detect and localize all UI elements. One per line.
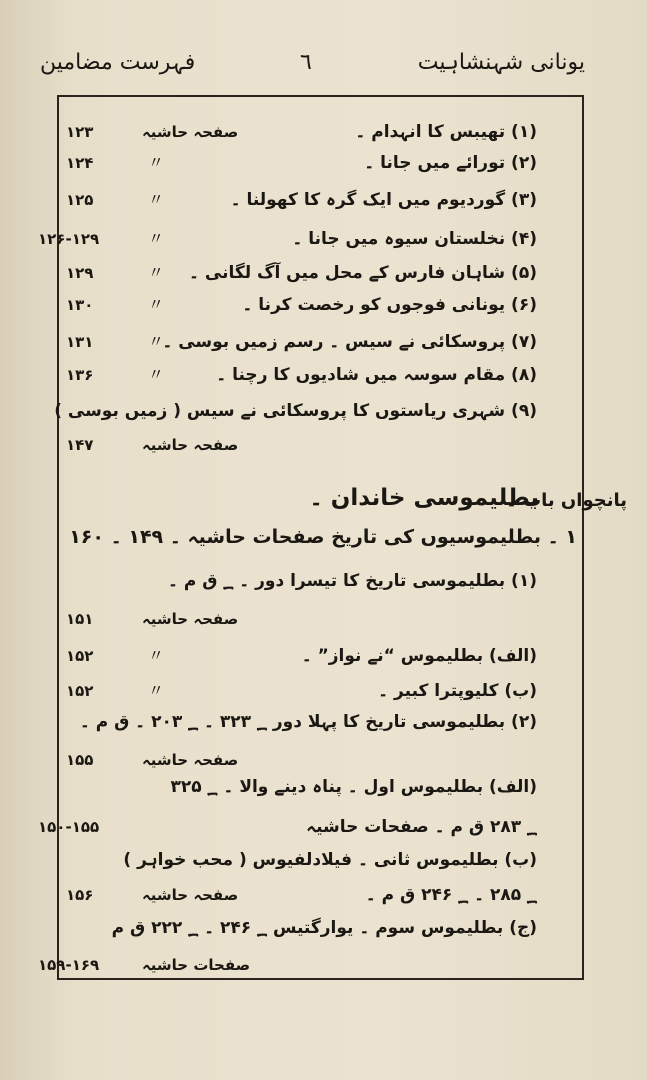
margin-label: صفحہ حاشیہ (142, 886, 239, 904)
contents-entry (0, 566, 647, 600)
entry-text: (۲) تورائے میں جانا ۔ (364, 153, 537, 173)
entry-text: (۸) مقام سوسہ میں شادیوں کا رچنا ۔ (216, 365, 537, 385)
entry-text: (۵) شاہان فارس کے محل میں آگ لگانی ۔ (189, 263, 537, 283)
entry-text: (۳) گوردیوم میں ایک گرہ کا کھولنا ۔ (230, 190, 537, 210)
page-reference: ۱۳۰ (66, 296, 94, 314)
contents-entry (0, 327, 647, 361)
entry-text: (ب) کلیوپترا کبیر ۔ (378, 681, 537, 701)
page-reference: ۱۵۵ (66, 751, 94, 769)
entry-text: (۹) شہری ریاستوں کا پروسکائی نے سیس ( زمیں بوسی ) (54, 401, 537, 421)
ditto-mark: 〃 (148, 681, 165, 700)
contents-entry (0, 604, 647, 638)
page-number: ٦ (300, 50, 312, 75)
page-reference: ۱۵۱ (66, 610, 94, 628)
entry-text: (الف) بطلیموس “نے نواز” ۔ (301, 646, 537, 666)
margin-label: صفحہ حاشیہ (142, 610, 239, 628)
contents-entry (0, 845, 647, 879)
entry-text: (۶) یونانی فوجوں کو رخصت کرنا ۔ (242, 295, 537, 315)
running-head-section: فہرست مضامین (40, 50, 196, 75)
page-reference: ۱۲۳ (66, 123, 94, 141)
contents-entry (0, 812, 647, 846)
contents-entry (0, 641, 647, 675)
chapter-title: بطلیموسی خاندان ۔ (309, 485, 539, 511)
entry-text: (الف) بطلیموس اول ۔ پناہ دینے والا ۔ ؁ ۳۲۵ (170, 777, 537, 797)
entry-text: (۱) تھیبس کا انہدام ۔ (355, 122, 537, 142)
ditto-mark: 〃 (148, 263, 165, 282)
contents-entry (0, 950, 647, 984)
contents-entry (0, 913, 647, 947)
contents-entry (0, 185, 647, 219)
page-reference: ۱۲۶-۱۲۹ (38, 230, 100, 248)
entry-text: (۱) بطلیموسی تاریخ کا تیسرا دور ۔ ؁ ق م ۔ (167, 571, 537, 591)
entry-text: (۴) نخلستان سیوہ میں جانا ۔ (292, 229, 537, 249)
contents-entry (0, 290, 647, 324)
page-reference: ۱۳۶ (66, 366, 94, 384)
margin-label: صفحہ حاشیہ (142, 436, 239, 454)
ditto-mark: 〃 (148, 295, 165, 314)
contents-entry (0, 258, 647, 292)
page-reference: ۱۵۰-۱۵۵ (38, 818, 100, 836)
ditto-mark: 〃 (148, 365, 165, 384)
ditto-mark: 〃 (148, 190, 165, 209)
section-title: ۔ بطلیموسیوں کی تاریخ صفحات حاشیہ ۔ ۱۴۹ ۔ ۱۶۰ (69, 526, 559, 548)
entry-text: (ب) بطلیموس ثانی ۔ فیلادلفیوس ( محب خواہر ) (123, 850, 537, 870)
contents-entry (0, 707, 647, 741)
running-head-book-title: یونانی شہنشاہیت (417, 50, 585, 75)
entry-text: (ج) بطلیموس سوم ۔ یوارگتیس ؁ ۲۴۶ ۔ ؁ ۲۲۲ ق م (111, 918, 537, 938)
contents-entry (0, 772, 647, 806)
contents-entry (0, 676, 647, 710)
page-reference: ۱۴۷ (66, 436, 94, 454)
contents-entry (0, 224, 647, 258)
chapter-label: پانچواں باب ۔ (506, 490, 627, 511)
contents-entry (0, 148, 647, 182)
margin-label: صفحات حاشیہ (142, 956, 251, 974)
ditto-mark: 〃 (148, 646, 165, 665)
ditto-mark: 〃 (148, 229, 165, 248)
page-reference: ۱۳۱ (66, 333, 94, 351)
entry-text: ؁ ۲۸۵ ۔ ؁ ۲۴۶ ق م ۔ (365, 885, 537, 905)
page-reference: ۱۲۴ (66, 154, 94, 172)
contents-entry (0, 430, 647, 464)
ditto-mark: 〃 (148, 153, 165, 172)
contents-entry (0, 396, 647, 430)
page-reference: ۱۲۵ (66, 191, 94, 209)
contents-entry (0, 117, 647, 151)
entry-text: (۷) پروسکائی نے سیس ۔ رسم زمیں بوسی ۔ (162, 332, 537, 352)
page-reference: ۱۵۲ (66, 682, 94, 700)
page-reference: ۱۵۶ (66, 886, 94, 904)
page-reference: ۱۵۹-۱۶۹ (38, 956, 100, 974)
contents-entry (0, 360, 647, 394)
margin-label: صفحہ حاشیہ (142, 123, 239, 141)
section-number: ۱ (565, 526, 577, 548)
page-reference: ۱۵۲ (66, 647, 94, 665)
ditto-mark: 〃 (148, 332, 165, 351)
entry-text: (۲) بطلیموسی تاریخ کا پہلا دور ؁ ۳۲۳ ۔ ؁ ۲۰۳ ۔ ق م ۔ (79, 712, 537, 732)
contents-entry (0, 880, 647, 914)
entry-text: ؁ ۲۸۳ ق م ۔ صفحات حاشیہ (306, 817, 537, 837)
section-heading (69, 526, 577, 548)
page-reference: ۱۲۹ (66, 264, 94, 282)
margin-label: صفحہ حاشیہ (142, 751, 239, 769)
